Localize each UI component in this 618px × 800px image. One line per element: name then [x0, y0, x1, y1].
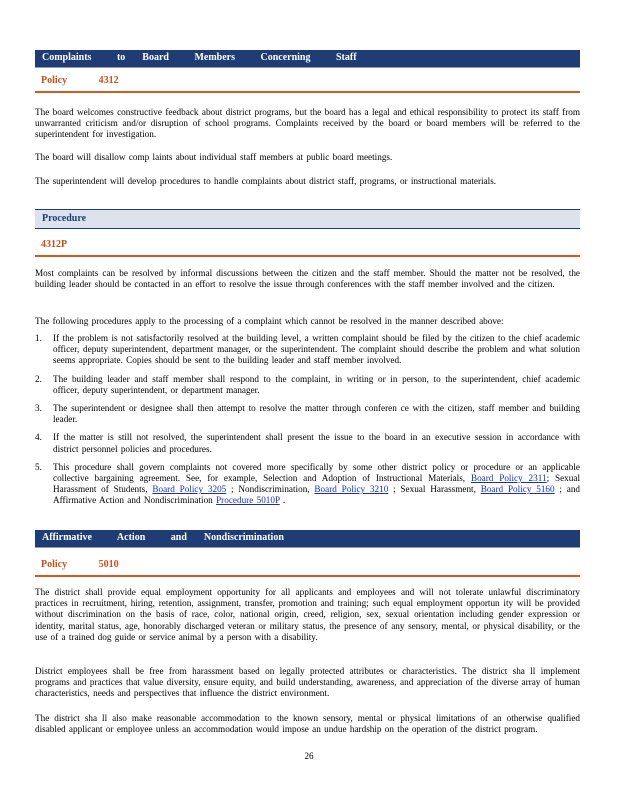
list-number: 5.: [35, 461, 42, 472]
list-text: ; Sexual Harassment,: [388, 484, 481, 495]
page-number: 26: [304, 751, 314, 761]
paragraph: The district sha ll also make reasonable accommodation to the known sensory, mental or physical limitations of an otherwise qualified disabled applicant or employee unless an accommodation would impose an undue hardship on the operation of the district program.: [35, 713, 580, 735]
policy-label: Policy 5010: [41, 559, 119, 570]
link-board-policy-3210[interactable]: Board Policy 3210: [314, 484, 389, 495]
list-item: [35, 333, 580, 367]
list-text: The building leader and staff member shall respond to the complaint, in writing or in person, to the superintendent, chief academic officer, deputy superintendent, or department manager.: [53, 373, 580, 395]
policy-label: Policy 4312: [41, 75, 119, 86]
paragraph: The following procedures apply to the processing of a complaint which cannot be resolved in the manner described above:: [35, 316, 504, 326]
link-board-policy-3205[interactable]: Board Policy 3205: [152, 484, 227, 495]
list-text: ; Sexual Harassment of Students,: [53, 473, 580, 495]
link-board-policy-5160[interactable]: Board Policy 5160: [480, 484, 555, 495]
section-header-affirmative: [35, 530, 580, 548]
list-number: 2.: [35, 373, 42, 384]
list-text: .: [279, 495, 286, 506]
paragraph: The board will disallow comp laints about individual staff members at public board meetings.: [35, 152, 393, 162]
paragraph: District employees shall be free from harassment based on legally protected attributes or characteristics. The district sha ll implement programs and practices that value diversity, ensure equity, and build understanding, awareness, and appreciation of the diverse array of human characteristics, needs and perspectives that influence the district environment.: [35, 666, 580, 699]
link-board-policy-2311[interactable]: Board Policy 2311: [470, 473, 547, 484]
list-item: [35, 374, 580, 396]
list-number: 4.: [35, 432, 42, 443]
list-item: [35, 403, 580, 425]
policy-label-row-4312: [35, 71, 580, 93]
list-number: 3.: [35, 403, 42, 414]
list-item: [35, 432, 580, 454]
paragraph: The board welcomes constructive feedback about district programs, but the board has a legal and ethical responsibility to protect its staff from unwarranted criticism and/or disruption of school programs. Complaints received by the board or board members will be referred to the superintendent for investigation.: [35, 107, 580, 140]
procedure-label-row-4312p: [35, 235, 580, 257]
list-text: If the matter is still not resolved, the superintendent shall present the issue to the board in an executive session in accordance with district personnel policies and procedures.: [53, 432, 580, 454]
paragraph: The superintendent will develop procedures to handle complaints about district staff, programs, or instructional materials.: [35, 176, 497, 186]
list-text: If the problem is not satisfactorily resolved at the building level, a written complaint should be filed by the citizen to the chief academic officer, deputy superintendent, department manager, or the superintendent. The complaint should describe the problem and what solution seems appropriate. Copies should be sent to the building leader and staff member involved.: [53, 333, 580, 366]
paragraph: Most complaints can be resolved by informal discussions between the citizen and the staff member. Should the matter not be resolved, the building leader should be contacted in an effort to resolve the issue through conferences with the staff member involved and the citizen.: [35, 268, 580, 290]
section-title: Procedure: [42, 213, 87, 224]
list-text: ; and Affirmative Action and Nondiscrimination: [53, 484, 581, 506]
list-text: ; Nondiscrimination,: [226, 484, 315, 495]
list-number: 1.: [35, 333, 42, 343]
procedure-label: 4312P: [41, 239, 68, 250]
paragraph: The district shall provide equal employment opportunity for all applicants and employees and will not tolerate unlawful discriminatory practices in recruitment, hiring, retention, assignment, transfer, promotion and training; such equal employment opportun ity will be provided without discrimination on the basis of race, color, national origin, creed, religion, sex, sexual orientation including gender expression or identity, marital status, age, honorably discharged veteran or military status, the presence of any sensory, mental, or physical disability, or the use of a trained dog guide or service animal by a person with a disability.: [35, 587, 580, 642]
list-text: This procedure shall govern complaints not covered more specifically by some other district policy or procedure or an applicable collective bargaining agreement. See, for example, Selection and Adoption of Instructional Materials,: [53, 461, 580, 484]
procedure-list: [35, 333, 580, 514]
link-procedure-5010p[interactable]: Procedure 5010P: [216, 495, 280, 506]
list-item: [35, 462, 580, 507]
section-header-complaints: [35, 50, 580, 68]
section-header-procedure: [35, 209, 580, 229]
section-title: Complaints to Board Members Concerning Staff: [42, 52, 357, 63]
policy-label-row-5010: [35, 555, 580, 577]
list-text: The superintendent or designee shall then attempt to resolve the matter through conferen ce with the citizen, staff member and building leader.: [53, 403, 580, 425]
section-title: Affirmative Action and Nondiscrimination: [42, 532, 284, 543]
